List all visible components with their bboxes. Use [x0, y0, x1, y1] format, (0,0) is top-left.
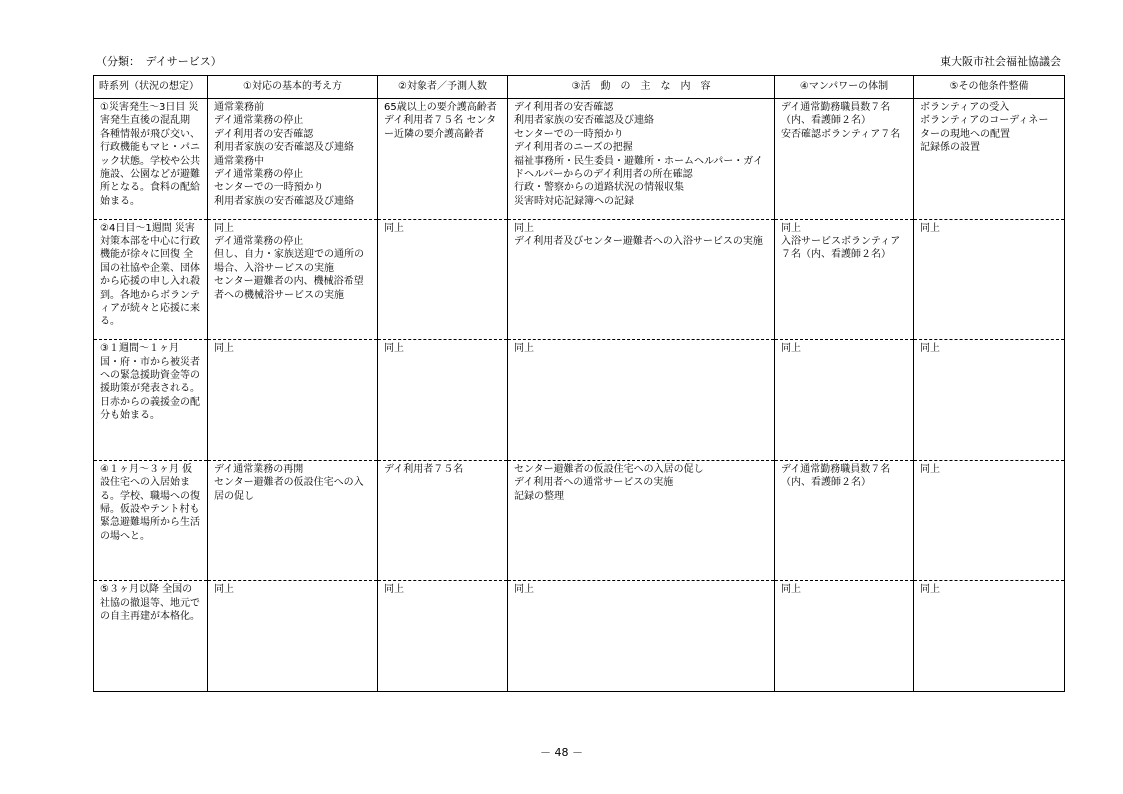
manpower-cell [775, 340, 914, 461]
manpower-line: 安否確認ボランティア７名 [781, 128, 901, 140]
target-cell [378, 460, 508, 581]
col-header-approach: ①対応の基本的考え方 [208, 76, 378, 99]
table-header-row [94, 76, 1065, 99]
other-line: ボランティアの受入 [920, 102, 1010, 113]
other-cell [914, 460, 1065, 581]
approach-line: センターでの一時預かり [214, 182, 324, 194]
manpower-line: 同上 [781, 343, 801, 355]
other-cell [914, 340, 1065, 461]
manpower-cell [775, 99, 914, 220]
table-row [94, 340, 1065, 461]
activity-line: 記録の整理 [514, 490, 564, 502]
manpower-cell [775, 219, 914, 340]
manpower-line: 入浴サービスボランティア７名（内、看護師２名） [781, 236, 901, 261]
other-line: 同上 [920, 343, 940, 355]
table-row [94, 219, 1065, 340]
activity-line: デイ利用者のニーズの把握 [514, 142, 633, 154]
table-row [94, 581, 1065, 692]
approach-cell [208, 340, 378, 461]
activity-line: 福祉事務所・民生委員・避難所・ホームヘルパー・ガイドヘルパーからのデイ利用者の所在確認 [514, 155, 763, 181]
target-text: デイ利用者７５名 [384, 463, 464, 475]
manpower-line: デイ通常勤務職員数７名 [781, 463, 891, 475]
target-cell [378, 219, 508, 340]
manpower-line: 同上 [781, 222, 801, 234]
activities-cell [508, 460, 775, 581]
other-line: 同上 [920, 463, 940, 475]
activity-line: デイ利用者への通常サービスの実施 [514, 477, 674, 489]
timeline-cell [94, 99, 208, 220]
activities-cell [508, 581, 775, 692]
approach-line: 但し、自力・家族送迎での通所の場合、入浴サービスの実施 [214, 249, 364, 274]
other-line: 同上 [920, 222, 940, 234]
timeline-text: ①災害発生～3日目 災害発生直後の混乱期 各種情報が飛び交い、行政機能もマヒ・パニック状態。学校や公共施設、公園などが避難所となる。食料の配給始まる。 [100, 102, 200, 207]
other-line: 記録係の設置 [920, 142, 980, 154]
other-cell [914, 219, 1065, 340]
approach-line: 同上 [214, 584, 234, 596]
timeline-text: ⑤３ヶ月以降 全国の社協の撤退等、地元での自主再建が本格化。 [100, 584, 200, 623]
activities-cell [508, 99, 775, 220]
approach-line: 通常業務前 [214, 102, 264, 113]
timeline-cell [94, 581, 208, 692]
target-text: 同上 [384, 584, 404, 596]
col-header-target: ②対象者／予測人数 [378, 76, 508, 99]
activity-line: デイ利用者の安否確認 [514, 102, 614, 113]
col-header-timeline: 時系列（状況の想定） [94, 76, 208, 99]
approach-line: デイ通常業務の再開 [214, 463, 304, 475]
approach-cell [208, 581, 378, 692]
timeline-text: ②4日目～1週間 災害対策本部を中心に行政機能が徐々に回復 全国の社協や企業、団体から応援の申し入れ殺到。各地からボランティアが続々と応援に来る。 [100, 222, 200, 328]
activity-line: 行政・警察からの道路状況の情報収集 [514, 182, 684, 194]
activity-line: 同上 [514, 222, 534, 234]
approach-line: デイ利用者の安否確認 [214, 128, 314, 140]
approach-line: デイ通常業務の停止 [214, 115, 304, 127]
manpower-line: デイ通常勤務職員数７名 [781, 102, 891, 113]
target-text: 同上 [384, 222, 404, 234]
manpower-line: 同上 [781, 584, 801, 596]
approach-line: 利用者家族の安否確認及び連絡 [214, 195, 354, 207]
activity-line: 利用者家族の安否確認及び連絡 [514, 115, 654, 127]
timeline-cell [94, 219, 208, 340]
target-cell [378, 99, 508, 220]
approach-cell [208, 99, 378, 220]
approach-line: 利用者家族の安否確認及び連絡 [214, 142, 354, 154]
approach-line: 同上 [214, 343, 234, 355]
response-plan-table [93, 75, 1065, 692]
manpower-cell [775, 581, 914, 692]
activity-line: センター避難者の仮設住宅への入居の促し [514, 463, 704, 475]
approach-line: センター避難者の内、機械浴希望者への機械浴サービスの実施 [214, 276, 364, 301]
activities-cell [508, 219, 775, 340]
col-header-activities: ③活 動 の 主 な 内 容 [508, 76, 775, 99]
timeline-text: ③１週間～１ヶ月 国・府・市から被災者への緊急援助資金等の援助策が発表される。日赤からの義援金の配分も始まる。 [100, 343, 200, 422]
target-cell [378, 340, 508, 461]
activity-line: 同上 [514, 343, 534, 355]
timeline-cell [94, 460, 208, 581]
target-text: 65歳以上の要介護高齢者 デイ利用者７５名 センター近隣の要介護高齢者 [384, 102, 497, 140]
col-header-other: ⑤その他条件整備 [914, 76, 1065, 99]
activity-line: 同上 [514, 584, 534, 596]
approach-line: デイ通常業務の停止 [214, 169, 304, 181]
other-line: ボランティアのコーディネーターの現地への配置 [920, 115, 1049, 140]
timeline-cell [94, 340, 208, 461]
approach-line: 同上 [214, 222, 234, 234]
manpower-cell [775, 460, 914, 581]
other-cell [914, 99, 1065, 220]
activities-cell [508, 340, 775, 461]
organization-name: 東大阪市社会福祉協議会 [940, 55, 1061, 68]
activity-line: デイ利用者及びセンター避難者への入浴サービスの実施 [514, 236, 763, 248]
table-row [94, 99, 1065, 220]
target-text: 同上 [384, 343, 404, 355]
other-line: 同上 [920, 584, 940, 596]
target-cell [378, 581, 508, 692]
page-number: － 48 － [540, 746, 583, 759]
activity-line: 災害時対応記録簿への記録 [514, 195, 634, 207]
manpower-line: （内、看護師２名） [781, 115, 871, 127]
approach-cell [208, 460, 378, 581]
timeline-text: ④１ヶ月～３ヶ月 仮設住宅への入居始まる。学校、職場への復帰。仮設やテント村も緊急避難場所から生活の場へと。 [100, 463, 200, 542]
table-row [94, 460, 1065, 581]
manpower-line: （内、看護師２名） [781, 477, 871, 489]
other-cell [914, 581, 1065, 692]
approach-cell [208, 219, 378, 340]
approach-line: 通常業務中 [214, 155, 264, 167]
approach-line: センター避難者の仮設住宅への入居の促し [214, 477, 364, 502]
category-label: （分類： デイサービス） [96, 55, 222, 68]
col-header-manpower: ④マンパワーの体制 [775, 76, 914, 99]
approach-line: デイ通常業務の停止 [214, 236, 304, 248]
activity-line: センターでの一時預かり [514, 128, 624, 140]
